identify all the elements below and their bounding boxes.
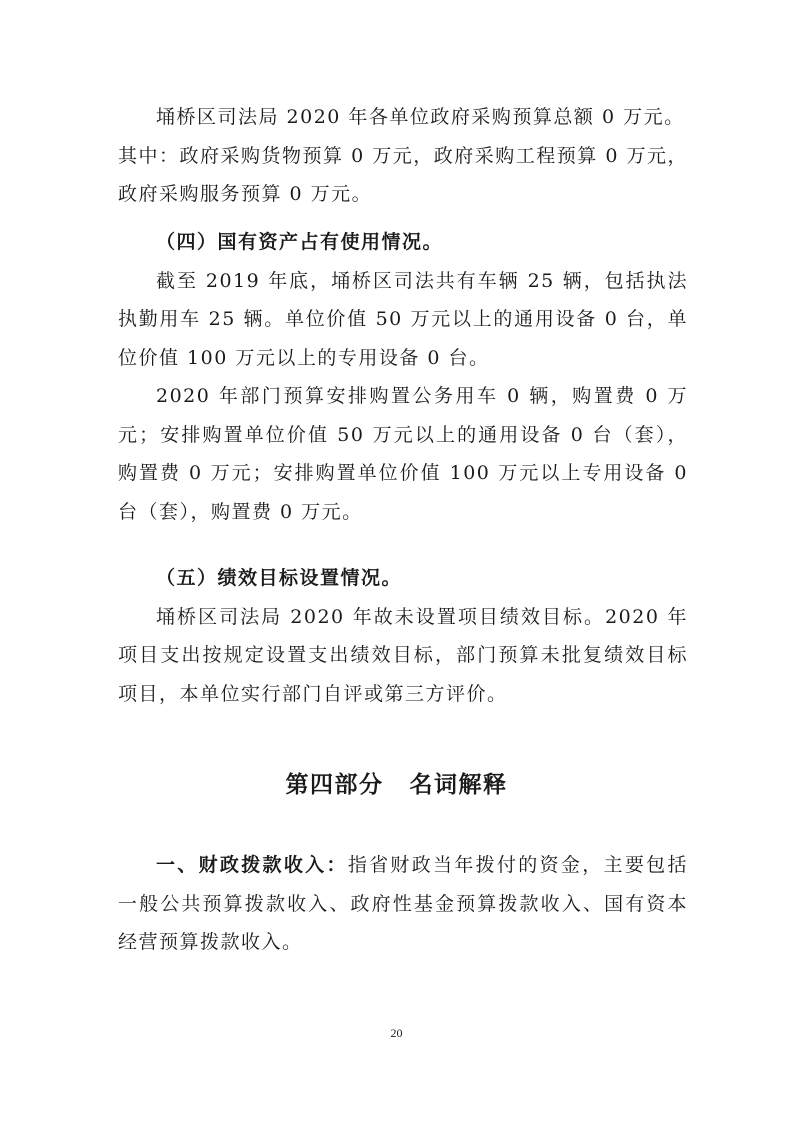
performance-paragraph: 埇桥区司法局 2020 年故未设置项目绩效目标。2020 年项目支出按规定设置支出绩效目标，部门预算未批复绩效目标项目，本单位实行部门自评或第三方评价。	[118, 605, 688, 705]
procurement-breakdown-paragraph: 其中：政府采购货物预算 0 万元，政府采购工程预算 0 万元，政府采购服务预算 0 万元。	[118, 144, 688, 205]
procurement-section	[118, 98, 688, 214]
performance-section	[118, 559, 688, 713]
procurement-total-paragraph: 埇桥区司法局 2020 年各单位政府采购预算总额 0 万元。	[156, 106, 685, 128]
assets-section	[118, 223, 688, 531]
part-title	[0, 766, 793, 799]
glossary-term-definition: 指省财政当年拨付的资金，主要包括一般公共预算拨款收入、政府性基金预算拨款收入、国有资本经营预算拨款收入。	[118, 854, 688, 953]
glossary-item-fiscal-appropriation	[118, 846, 688, 962]
page-number: 20	[390, 1026, 403, 1040]
glossary-section	[118, 846, 688, 962]
section-heading-assets: （四）国有资产占有使用情况。	[156, 231, 444, 253]
assets-purchase-paragraph: 2020 年部门预算安排购置公务用车 0 辆，购置费 0 万元；安排购置单位价值 50 万元以上的通用设备 0 台（套），购置费 0 万元；安排购置单位价值 100 万元以上专用设备 0 台（套），购置费 0 万元。	[118, 385, 688, 523]
section-heading-performance: （五）绩效目标设置情况。	[156, 567, 403, 589]
glossary-term-label: 一、财政拨款收入：	[156, 854, 348, 876]
part-title-name: 名词解释	[409, 772, 508, 798]
part-title-number: 第四部分	[285, 772, 384, 798]
assets-vehicles-paragraph: 截至 2019 年底，埇桥区司法共有车辆 25 辆，包括执法执勤用车 25 辆。单位价值 50 万元以上的通用设备 0 台，单位价值 100 万元以上的专用设备 0 台。	[118, 269, 688, 369]
